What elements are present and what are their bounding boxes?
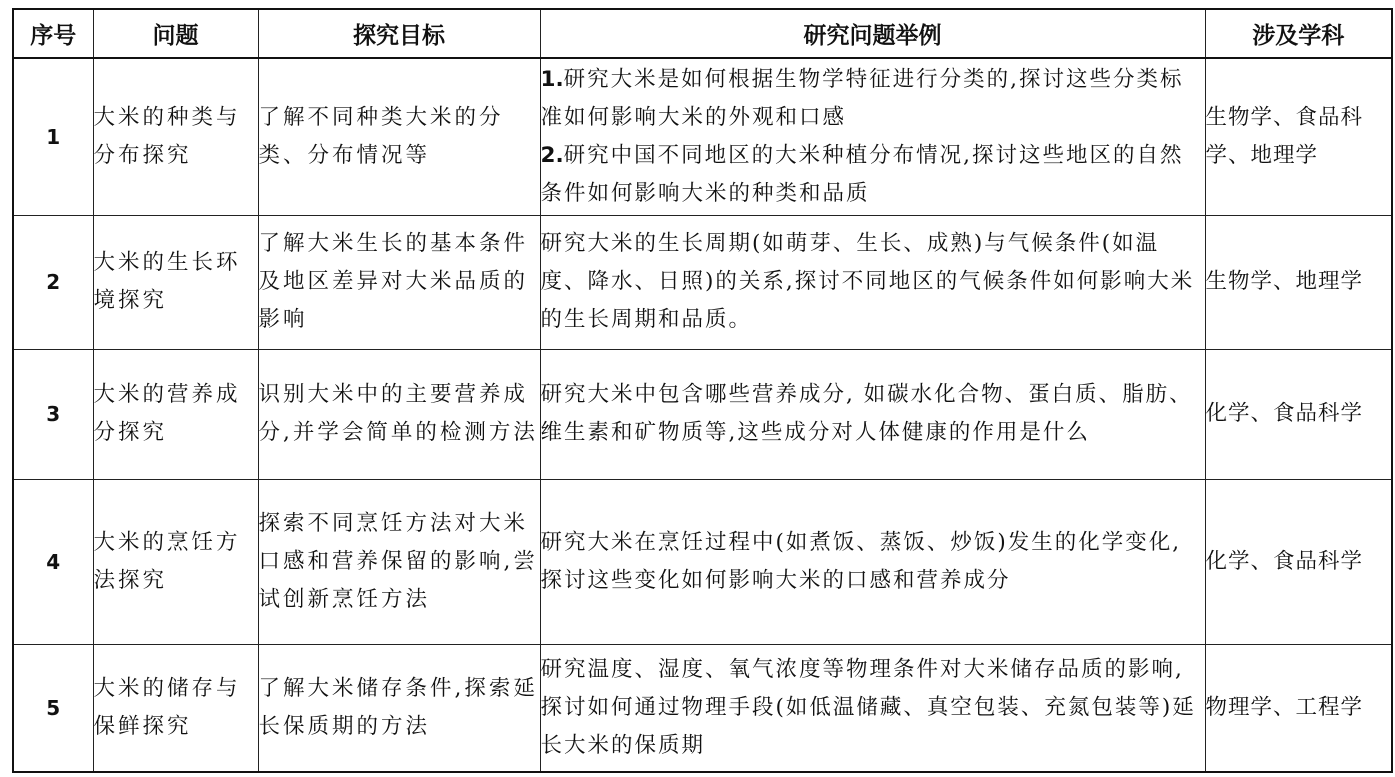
example-item: [541, 524, 1205, 600]
example-text: 研究大米中包含哪些营养成分, 如碳水化合物、蛋白质、脂肪、维生素和矿物质等,这些成分对人体健康的作用是什么: [540, 382, 1193, 445]
row-index: 2: [13, 215, 93, 349]
row-goal: 识别大米中的主要营养成分,并学会简单的检测方法: [258, 349, 540, 479]
example-number: 1.: [540, 66, 564, 92]
example-number: 2.: [540, 142, 564, 168]
row-subjects: 生物学、地理学: [1205, 215, 1392, 349]
row-subjects: 物理学、工程学: [1205, 644, 1392, 772]
table-row: [13, 644, 1392, 772]
row-examples: [540, 479, 1205, 644]
row-question: 大米的营养成分探究: [93, 349, 258, 479]
row-goal: 了解大米生长的基本条件及地区差异对大米品质的影响: [258, 215, 540, 349]
header-row: [13, 9, 1392, 58]
row-goal: 了解大米储存条件,探索延长保质期的方法: [258, 644, 540, 772]
row-subjects: 化学、食品科学: [1205, 349, 1392, 479]
header-goal: 探究目标: [258, 9, 540, 58]
example-item: [541, 651, 1205, 765]
example-text: 研究温度、湿度、氧气浓度等物理条件对大米储存品质的影响,探讨如何通过物理手段(如低温储藏、真空包装、充氮包装等)延长大米的保质期: [540, 656, 1196, 758]
row-question: 大米的烹饪方法探究: [93, 479, 258, 644]
row-index: 5: [13, 644, 93, 772]
row-question: 大米的种类与分布探究: [93, 58, 258, 215]
row-index: 1: [13, 58, 93, 215]
header-question: 问题: [93, 9, 258, 58]
header-examples: 研究问题举例: [540, 9, 1205, 58]
table-row: [13, 215, 1392, 349]
row-examples: [540, 349, 1205, 479]
row-examples: [540, 215, 1205, 349]
row-subjects: 生物学、食品科学、地理学: [1205, 58, 1392, 215]
table-row: [13, 479, 1392, 644]
row-question: 大米的生长环境探究: [93, 215, 258, 349]
header-index: 序号: [13, 9, 93, 58]
example-item: [541, 61, 1205, 137]
example-text: 研究大米的生长周期(如萌芽、生长、成熟)与气候条件(如温度、降水、日照)的关系,探讨不同地区的气候条件如何影响大米的生长周期和品质。: [540, 231, 1195, 332]
example-item: [541, 225, 1205, 339]
row-examples: [540, 58, 1205, 215]
example-text: 研究大米是如何根据生物学特征进行分类的,探讨这些分类标准如何影响大米的外观和口感: [540, 66, 1184, 130]
table-row: [13, 349, 1392, 479]
row-subjects: 化学、食品科学: [1205, 479, 1392, 644]
table-row: [13, 58, 1392, 215]
row-index: 3: [13, 349, 93, 479]
row-question: 大米的储存与保鲜探究: [93, 644, 258, 772]
example-item: [541, 137, 1205, 213]
research-table: [12, 8, 1393, 773]
example-item: [541, 376, 1205, 452]
example-text: 研究中国不同地区的大米种植分布情况,探讨这些地区的自然条件如何影响大米的种类和品质: [540, 142, 1184, 206]
row-examples: [540, 644, 1205, 772]
header-subjects: 涉及学科: [1205, 9, 1392, 58]
row-goal: 了解不同种类大米的分类、分布情况等: [258, 58, 540, 215]
row-index: 4: [13, 479, 93, 644]
example-text: 研究大米在烹饪过程中(如煮饭、蒸饭、炒饭)发生的化学变化,探讨这些变化如何影响大米的口感和营养成分: [540, 529, 1182, 593]
row-goal: 探索不同烹饪方法对大米口感和营养保留的影响,尝试创新烹饪方法: [258, 479, 540, 644]
